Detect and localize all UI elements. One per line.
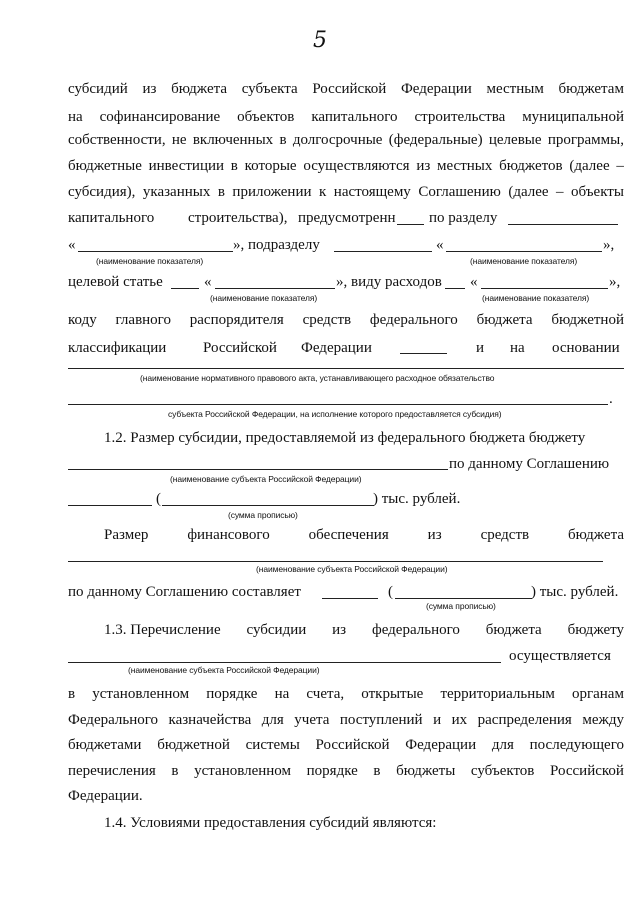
word: в xyxy=(217,184,225,200)
paragraph-line-3 xyxy=(68,131,624,149)
word: (далее xyxy=(569,158,610,174)
word: финансового xyxy=(187,527,270,543)
word: субсидии xyxy=(246,622,307,638)
word: муниципальной xyxy=(522,109,624,125)
paren-open: ( xyxy=(388,584,393,600)
word: в xyxy=(279,132,287,148)
word: на xyxy=(68,109,83,125)
word: на xyxy=(274,686,290,702)
word: которые xyxy=(244,158,297,174)
paragraph-line-1 xyxy=(68,80,624,98)
caption-indicator: (наименование показателя) xyxy=(96,256,204,266)
word: собственности, xyxy=(68,132,166,148)
blank-line xyxy=(78,251,233,252)
text-provided: предусмотренн xyxy=(298,210,396,226)
word: последующего xyxy=(529,737,624,753)
paragraph-line xyxy=(68,762,624,780)
word: 1.3. Перечисление xyxy=(104,622,221,638)
caption-indicator: (наименование показателя) xyxy=(210,293,318,303)
word: порядке xyxy=(306,763,358,779)
caption-legal-act: (наименование нормативного правового акта, устанавливающего расходное обязательство xyxy=(140,373,495,383)
paragraph-line-9 xyxy=(68,311,624,329)
word: в xyxy=(68,686,76,702)
word: в xyxy=(373,763,381,779)
blank-line xyxy=(68,662,501,663)
blank-line xyxy=(400,353,447,354)
blank-line xyxy=(162,505,374,506)
word: Российской xyxy=(315,737,390,753)
paragraph-line-2 xyxy=(68,108,624,126)
word: из xyxy=(416,158,431,174)
blank-line xyxy=(215,288,335,289)
word: бюджетной xyxy=(551,312,624,328)
text-and: и xyxy=(476,340,485,356)
text-target-article: целевой статье xyxy=(68,274,163,290)
word: системы xyxy=(245,737,300,753)
word: долгосрочные xyxy=(292,132,383,148)
period: . xyxy=(609,391,613,407)
word: местных xyxy=(437,158,493,174)
section-1-4-heading: 1.4. Условиями предоставления субсидий являются: xyxy=(104,815,437,831)
word: бюджетам xyxy=(558,81,624,97)
paragraph-line-5 xyxy=(68,183,624,201)
blank-line xyxy=(68,505,152,506)
word: субсидия), xyxy=(68,184,136,200)
blank-line xyxy=(68,404,608,405)
caption-subject-obligation: субъекта Российской Федерации, на исполнение которого предоставляется субсидия) xyxy=(168,409,502,419)
word: федерального xyxy=(369,312,458,328)
paragraph-line xyxy=(68,736,624,754)
text-construction: строительства), xyxy=(188,210,288,226)
word: объекты xyxy=(571,184,624,200)
word: установленном xyxy=(92,686,190,702)
word: строительства xyxy=(414,109,506,125)
word: бюджетные xyxy=(68,158,142,174)
quote-close: », xyxy=(603,237,615,253)
text-carried-out: осуществляется xyxy=(509,648,611,664)
word: (федеральные) xyxy=(388,132,483,148)
word: настоящему xyxy=(333,184,411,200)
text-federation: Федерации xyxy=(301,340,372,356)
word: Размер xyxy=(104,527,149,543)
word: главного xyxy=(115,312,171,328)
text-on: на xyxy=(510,340,525,356)
page-number: 5 xyxy=(313,28,327,53)
word: из xyxy=(332,622,347,638)
word: учета xyxy=(294,712,330,728)
word: (далее xyxy=(508,184,549,200)
word: Федерации xyxy=(405,737,477,753)
word: бюджета xyxy=(568,527,624,543)
blank-line xyxy=(68,561,603,562)
quote-open: « xyxy=(204,274,212,290)
blank-line xyxy=(322,598,378,599)
word: местным xyxy=(486,81,544,97)
paragraph-line-4 xyxy=(68,157,624,175)
word: распорядителя xyxy=(189,312,284,328)
word: субъекта xyxy=(241,81,298,97)
word: для xyxy=(491,737,514,753)
word: субсидий xyxy=(68,81,128,97)
paragraph-line xyxy=(68,711,624,729)
quote-open: « xyxy=(436,237,444,253)
word: средств xyxy=(302,312,352,328)
word: бюджета xyxy=(485,622,542,638)
word: Федерации xyxy=(400,81,472,97)
text-thousand-rubles: ) тыс. рублей. xyxy=(373,491,461,507)
word: субъектов xyxy=(470,763,535,779)
word: счета, xyxy=(306,686,345,702)
word: бюджета xyxy=(476,312,533,328)
word: объектов xyxy=(237,109,295,125)
word: казначейства xyxy=(168,712,252,728)
paragraph-line: Федерации. xyxy=(68,788,143,804)
word: Российской xyxy=(312,81,387,97)
caption-subject: (наименование субъекта Российской Федерации) xyxy=(128,665,320,675)
financial-support-line xyxy=(104,526,624,544)
text-agreement-amount: по данному Соглашению составляет xyxy=(68,584,301,600)
paragraph-line xyxy=(68,685,624,703)
blank-line xyxy=(446,251,602,252)
quote-open: « xyxy=(470,274,478,290)
word: бюджетами xyxy=(68,737,142,753)
word: в xyxy=(230,158,238,174)
text-capital: капитального xyxy=(68,210,155,226)
caption-subject: (наименование субъекта Российской Федерации) xyxy=(256,564,448,574)
word: бюджеты xyxy=(396,763,456,779)
word: установленном xyxy=(194,763,292,779)
word: к xyxy=(319,184,327,200)
word: указанных xyxy=(142,184,211,200)
quote-close: », xyxy=(609,274,621,290)
text-classification: классификации xyxy=(68,340,167,356)
word: Федерального xyxy=(68,712,159,728)
text-expense-type: », виду расходов xyxy=(336,274,442,290)
word: инвестиции xyxy=(148,158,225,174)
word: осуществляются xyxy=(303,158,410,174)
text-subsection: », подразделу xyxy=(233,237,320,253)
word: органам xyxy=(571,686,624,702)
word: приложении xyxy=(232,184,312,200)
word: не xyxy=(171,132,187,148)
caption-sum: (сумма прописью) xyxy=(426,601,496,611)
caption-sum: (сумма прописью) xyxy=(228,510,298,520)
text-by-section: по разделу xyxy=(429,210,498,226)
section-1-3-heading xyxy=(104,621,624,639)
word: – xyxy=(556,184,564,200)
caption-indicator: (наименование показателя) xyxy=(482,293,590,303)
word: и xyxy=(433,712,442,728)
word: обеспечения xyxy=(308,527,389,543)
word: порядке xyxy=(206,686,258,702)
quote-open: « xyxy=(68,237,76,253)
word: для xyxy=(261,712,284,728)
word: открытые xyxy=(361,686,424,702)
word: Российской xyxy=(550,763,624,779)
word: бюджетов xyxy=(499,158,563,174)
blank-line xyxy=(397,224,424,225)
text-by-agreement: по данному Соглашению xyxy=(449,456,610,472)
word: в xyxy=(171,763,179,779)
blank-line xyxy=(508,224,618,225)
text-russian: Российской xyxy=(203,340,277,356)
word: перечисления xyxy=(68,763,156,779)
blank-line xyxy=(395,598,532,599)
word: – xyxy=(616,158,624,174)
word: бюджетной xyxy=(157,737,230,753)
word: софинансирование xyxy=(99,109,221,125)
word: бюджету xyxy=(567,622,624,638)
text-basis: основании xyxy=(552,340,620,356)
word: бюджета xyxy=(171,81,228,97)
text-thousand-rubles: ) тыс. рублей. xyxy=(531,584,619,600)
section-1-2-heading: 1.2. Размер субсидии, предоставляемой из федерального бюджета бюджету xyxy=(104,430,586,446)
blank-line xyxy=(334,251,432,252)
word: поступлений xyxy=(339,712,423,728)
word: их xyxy=(451,712,468,728)
word: распределения xyxy=(477,712,572,728)
word: из xyxy=(142,81,157,97)
blank-line xyxy=(171,288,199,289)
word: программы, xyxy=(547,132,624,148)
paren-open: ( xyxy=(156,491,161,507)
blank-line xyxy=(481,288,608,289)
word: между xyxy=(582,712,624,728)
word: капитального xyxy=(311,109,398,125)
blank-line xyxy=(68,368,624,369)
word: территориальным xyxy=(440,686,555,702)
word: федерального xyxy=(372,622,460,638)
word: средств xyxy=(480,527,530,543)
word: коду xyxy=(68,312,97,328)
blank-line xyxy=(445,288,465,289)
word: включенных xyxy=(192,132,274,148)
blank-line xyxy=(68,469,448,470)
word: из xyxy=(427,527,442,543)
word: Соглашению xyxy=(418,184,501,200)
word: целевые xyxy=(488,132,542,148)
caption-indicator: (наименование показателя) xyxy=(470,256,578,266)
caption-subject: (наименование субъекта Российской Федерации) xyxy=(170,474,362,484)
